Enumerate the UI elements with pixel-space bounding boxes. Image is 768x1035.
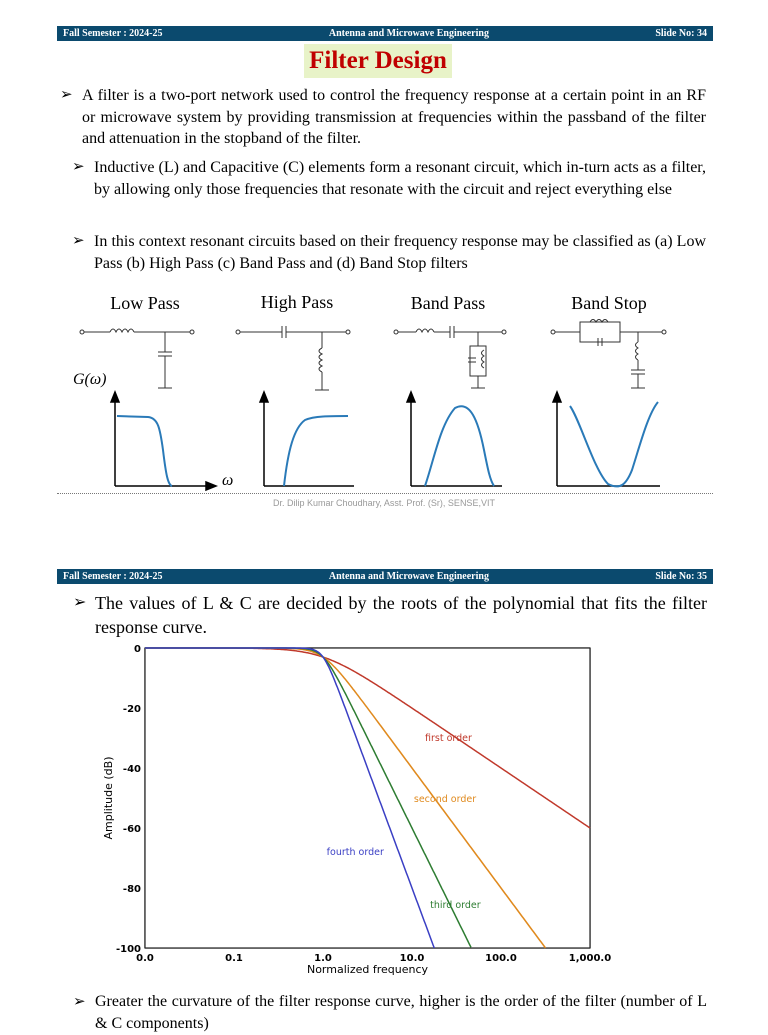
y-tick-label: -100 <box>115 944 141 955</box>
arrow-bullet-icon: ➢ <box>60 87 73 103</box>
label-band-pass: Band Pass <box>410 293 486 313</box>
bullet-resonant-circuit <box>72 157 706 200</box>
label-low-pass: Low Pass <box>110 293 180 313</box>
band-pass-curve <box>425 406 494 486</box>
band-stop-response-axes <box>553 392 660 486</box>
slide-title: Filter Design <box>304 44 452 78</box>
slide-header <box>57 26 713 41</box>
band-pass-circuit <box>394 326 506 388</box>
label-band-stop: Band Stop <box>571 293 647 313</box>
x-tick-label: 1.0 <box>314 953 332 964</box>
slide-divider <box>57 493 713 494</box>
course-label: Antenna and Microwave Engineering <box>328 28 489 39</box>
x-axis-label: Normalized frequency <box>306 963 429 976</box>
band-stop-circuit <box>551 320 666 389</box>
semester-label: Fall Semester : 2024-25 <box>63 571 163 582</box>
y-tick-label: -20 <box>122 704 141 715</box>
x-tick-label: 10.0 <box>399 953 425 964</box>
slide-header <box>57 569 713 584</box>
plot-frame <box>145 648 590 948</box>
y-tick-label: -40 <box>122 764 141 775</box>
semester-label: Fall Semester : 2024-25 <box>63 28 163 39</box>
low-pass-curve <box>117 416 172 486</box>
high-pass-curve <box>284 416 348 486</box>
y-tick-label: -60 <box>122 824 141 835</box>
arrow-bullet-icon: ➢ <box>73 594 87 611</box>
bullet-text: Inductive (L) and Capacitive (C) elements form a resonant circuit, which in-turn acts as a filter, by allowing only those frequencies that resonate with the circuit and reject everything else <box>94 159 706 198</box>
gain-axis-label: G(ω) <box>73 371 107 388</box>
arrow-bullet-icon: ➢ <box>72 233 85 249</box>
arrow-bullet-icon: ➢ <box>73 994 86 1010</box>
x-tick-label: 0.1 <box>225 953 243 964</box>
label-high-pass: High Pass <box>260 292 334 312</box>
filter-order-chart <box>100 640 620 980</box>
y-tick-label: -80 <box>122 884 141 895</box>
bullet-filter-definition <box>60 85 706 150</box>
low-pass-response-axes <box>111 392 216 490</box>
bullet-text: In this context resonant circuits based on their frequency response may be classified as (a) Low Pass (b) High Pass (c) Band Pass and (d) Band Stop filters <box>94 233 706 272</box>
bullet-classification <box>72 231 706 274</box>
high-pass-circuit <box>236 326 350 390</box>
arrow-bullet-icon: ➢ <box>72 159 85 175</box>
slide-number: Slide No: 34 <box>655 28 707 39</box>
bullet-text: Greater the curvature of the filter response curve, higher is the order of the filter (number of L & C components) <box>95 993 707 1032</box>
series-label: second order <box>413 794 477 805</box>
course-label: Antenna and Microwave Engineering <box>328 571 489 582</box>
bullet-curvature-order <box>73 991 707 1035</box>
series-label: third order <box>430 900 481 911</box>
filter-circuits-diagram <box>0 310 768 500</box>
chart-axes <box>145 648 590 948</box>
bullet-text: The values of L & C are decided by the roots of the polynomial that fits the filter response curve. <box>95 593 707 637</box>
slide-footer: Dr. Dilip Kumar Choudhary, Asst. Prof. (Sr), SENSE,VIT <box>273 498 495 508</box>
series-label: first order <box>425 733 472 744</box>
bullet-text: A filter is a two-port network used to control the frequency response at a certain point in an RF or microwave system by providing transmission at frequencies within the passband of the filter and attenuation in the stopband of the filter. <box>82 87 706 147</box>
y-axis-label: Amplitude (dB) <box>102 756 115 840</box>
series-label: fourth order <box>326 847 384 858</box>
x-tick-label: 1,000.0 <box>568 953 612 964</box>
omega-axis-label: ω <box>222 472 234 489</box>
bullet-polynomial-roots <box>73 591 707 639</box>
x-tick-label: 0.0 <box>136 953 154 964</box>
slide-number: Slide No: 35 <box>655 571 707 582</box>
x-tick-label: 100.0 <box>485 953 517 964</box>
y-tick-label: 0 <box>134 644 141 655</box>
high-pass-response-axes <box>260 392 354 486</box>
band-stop-curve <box>570 402 658 486</box>
